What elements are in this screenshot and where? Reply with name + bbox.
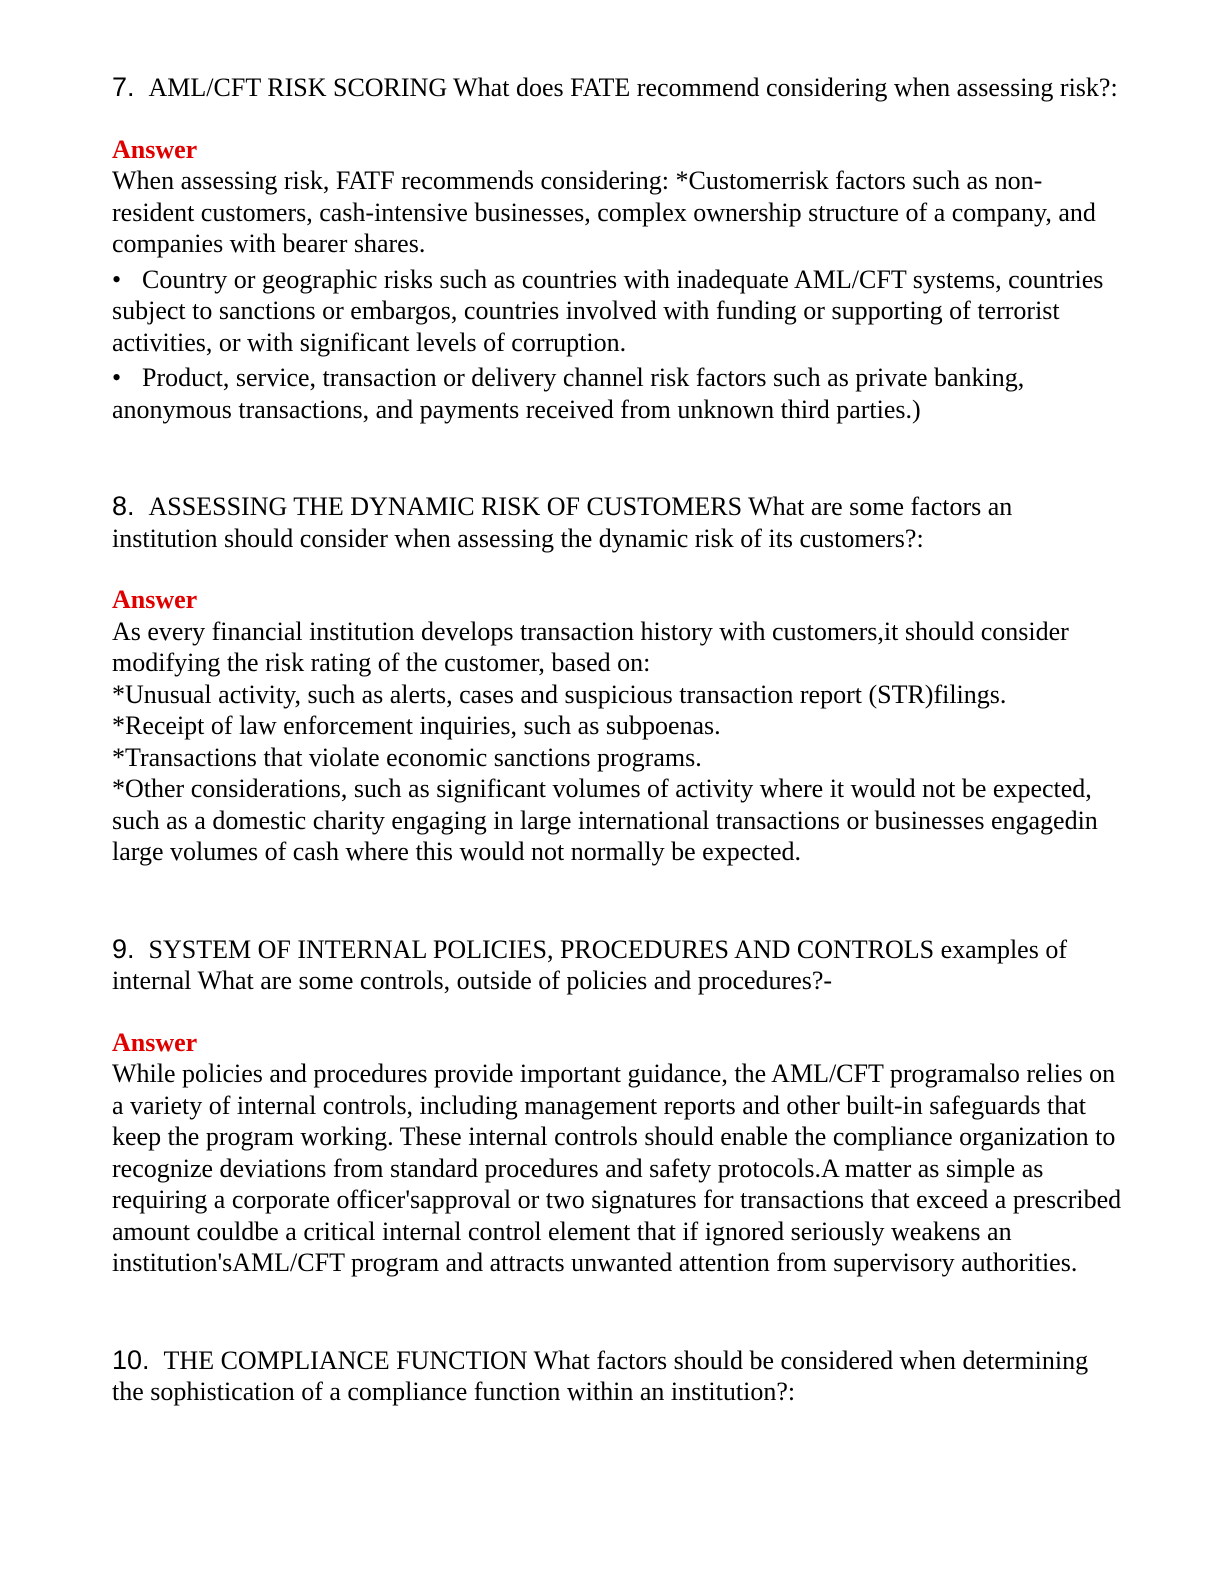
answer-line: *Transactions that violate economic sanctions programs. [112,742,702,772]
question-number: 9. [112,933,135,964]
question-9-heading [112,934,1122,997]
question-title: ASSESSING THE DYNAMIC RISK OF CUSTOMERS What are some factors an institution should consider when assessing the dynamic risk of its customers?: [112,492,1013,553]
answer-label: Answer [112,585,198,614]
question-8-heading [112,491,1122,554]
document-page [112,72,1122,1408]
question-7-heading [112,72,1122,104]
question-number: 10. [112,1344,150,1375]
answer-intro: When assessing risk, FATF recommends considering: *Customerrisk factors such as non-resident customers, cash-intensive businesses, complex ownership structure of a company, and companies with bearer shares. [112,166,1096,258]
question-title: SYSTEM OF INTERNAL POLICIES, PROCEDURES AND CONTROLS examples of internal What are some controls, outside of policies and procedures?- [112,934,1067,995]
answer-line: *Unusual activity, such as alerts, cases and suspicious transaction report (STR)filings. [112,679,1007,709]
question-title: AML/CFT RISK SCORING What does FATE recommend considering when assessing risk?: [148,73,1118,102]
question-title: THE COMPLIANCE FUNCTION What factors should be considered when determining the sophistication of a compliance function within an institution?: [112,1345,1089,1406]
answer-label: Answer [112,1027,198,1057]
answer-line: *Other considerations, such as significant volumes of activity where it would not be expected, such as a domestic charity engaging in large international transactions or businesses engagedin large volumes of cash where this would not normally be expected. [112,774,1098,866]
question-10-heading [112,1345,1122,1408]
question-number: 7. [112,72,135,102]
answer-text: While policies and procedures provide important guidance, the AML/CFT programalso relies on a variety of internal controls, including management reports and other built-in safeguards that keep the program working. These internal controls should enable the compliance organization to recognize deviations from standard procedures and safety protocols.A matter as simple as requiring a corporate officer'sapproval or two signatures for transactions that exceed a prescribed amount couldbe a critical internal control element that if ignored seriously weakens an institution'sAML/CFT program and attracts unwanted attention from supervisory authorities. [112,1059,1122,1277]
answer-bullet: • Product, service, transaction or delivery channel risk factors such as private banking, anonymous transactions, and payments received from unknown third parties.) [112,363,1025,424]
answer-line: As every financial institution develops transaction history with customers,it should consider modifying the risk rating of the customer, based on: [112,616,1069,677]
answer-bullet: • Country or geographic risks such as countries with inadequate AML/CFT systems, countries subject to sanctions or embargos, countries involved with funding or supporting of terrorist activities, or with significant levels of corruption. [112,264,1104,357]
bullet-icon: • [112,264,122,294]
bullet-icon: • [112,363,122,392]
question-number: 8. [112,491,135,521]
answer-label: Answer [112,134,198,164]
answer-line: *Receipt of law enforcement inquiries, such as subpoenas. [112,711,721,740]
